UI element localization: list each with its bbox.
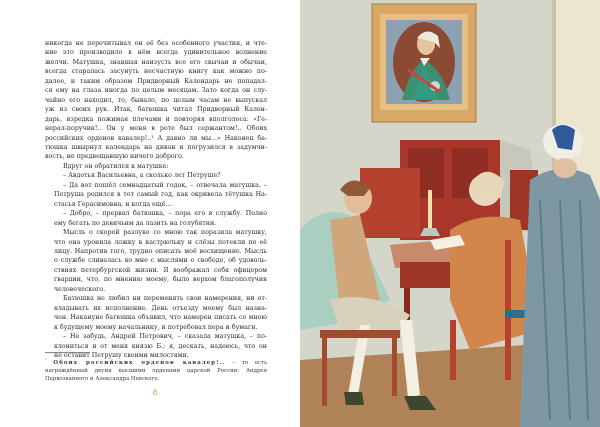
text-line: – Да вот пошёл семнадцатый годок, – отвечала матушка. –: [63, 181, 267, 189]
text-line: – Авдотья Васильевна, а сколько лет Петруше?: [63, 172, 221, 180]
text-line: ему бегать по девичьим да лазить на голубятни.: [54, 219, 217, 227]
footnote-text: – то есть награждённый двумя высшими орденами царской России: Андрея Первозванного и Александра Невского.: [45, 359, 267, 382]
footnote-marker: ¹: [45, 357, 47, 362]
footnote: [45, 356, 267, 383]
portrait-frame: [372, 4, 476, 122]
text-line: о службе сливалась во мне с мыслями о свободе, об удоволь-: [54, 257, 267, 265]
paragraph: [45, 162, 267, 171]
footnote-divider: [45, 352, 90, 353]
text-line: человеческого.: [54, 285, 106, 293]
text-line: стасья Герасимовна, и когда ещё...: [54, 200, 172, 208]
text-line: Мысль о скорой разлуке со мною так поразила матушку,: [63, 229, 267, 237]
text-line: желчи. Матушка, знавшая наизусть все его свычаи и обычаи,: [45, 58, 267, 66]
text-line: ствиях петербургской жизни. Я воображал себя офицером: [54, 266, 267, 274]
paragraph: [45, 181, 267, 209]
text-line: что она уронила ложку в кастрюльку и слёзы потекли по её: [54, 238, 267, 246]
text-line: никогда не перечитывал он её без особенного участия, и чте-: [45, 40, 267, 47]
text-line: – Не забудь, Андрей Петрович, – сказала матушка, – по-: [63, 333, 267, 341]
text-line: – Добро, – прервал батюшка, – пора его в службу. Полно: [63, 210, 267, 218]
text-line: ся ему на глаза иногда по целым месяцам. Зато когда он слу-: [45, 87, 267, 95]
text-line: чайно его находил, то, бывало, по целым часам не выпускал: [45, 96, 267, 104]
text-line: всегда старалась засунуть несчастную книгу как можно по-: [45, 68, 267, 76]
text-line: Вдруг он обратился к матушке:: [63, 162, 169, 170]
text-line: гвардии, что, по мнению моему, было верхом благополучия: [54, 276, 267, 284]
paragraph: [45, 209, 267, 228]
text-line: клониться и от меня князю Б.; я, дескать, надеюсь, что он: [54, 342, 267, 350]
body-text: [45, 39, 267, 360]
text-line: дарь, изредка пожимая плечами и повторяя вполголоса: «Ге-: [45, 115, 267, 123]
text-line: вость, не предвещавшую ничего доброго.: [45, 153, 184, 161]
text-line: нерал-поручик!.. Он у меня в роте был сержантом!.. Обоих: [45, 125, 267, 133]
text-line: ние это производило в нём всегда удивительное волнение: [45, 49, 267, 57]
paragraph: [45, 294, 267, 332]
text-line: лицу. Напротив того, трудно описать моё восхищение. Мысль: [54, 247, 267, 255]
footnote-term: Обоих российских орденов кавалер!..: [53, 359, 226, 366]
text-line: не оставит Петрушу своими милостями.: [54, 351, 189, 359]
text-line: тюшка швырнул календарь на диван и погрузился в задумчи-: [45, 143, 267, 151]
illustration: [300, 0, 600, 427]
paragraph: [45, 228, 267, 294]
text-line: уж из своих рук. Итак, батюшка читал Придворный Кален-: [45, 106, 267, 114]
text-line: чен. Накануне батюшка объявил, что намерен писать со мною: [54, 314, 267, 322]
text-line: к будущему моему начальнику, и потребовал пера и бумаги.: [54, 323, 258, 331]
text-line: российских орденов кавалер!..¹ А давно ли мы...» Наконец ба-: [45, 134, 267, 142]
paragraph: [45, 171, 267, 180]
paragraph: [45, 39, 267, 162]
text-line: далее, и таким образом Придворный Календарь не попадал-: [45, 77, 267, 85]
text-line: Петруша родился в тот самый год, как окривела тётушка На-: [54, 191, 267, 199]
text-line: Батюшка не любил ни переменять свои намерения, ни от-: [63, 295, 267, 303]
text-line: кладывать их исполнение. День отъезду моему был назна-: [54, 304, 267, 312]
page-number: 8: [152, 389, 158, 397]
